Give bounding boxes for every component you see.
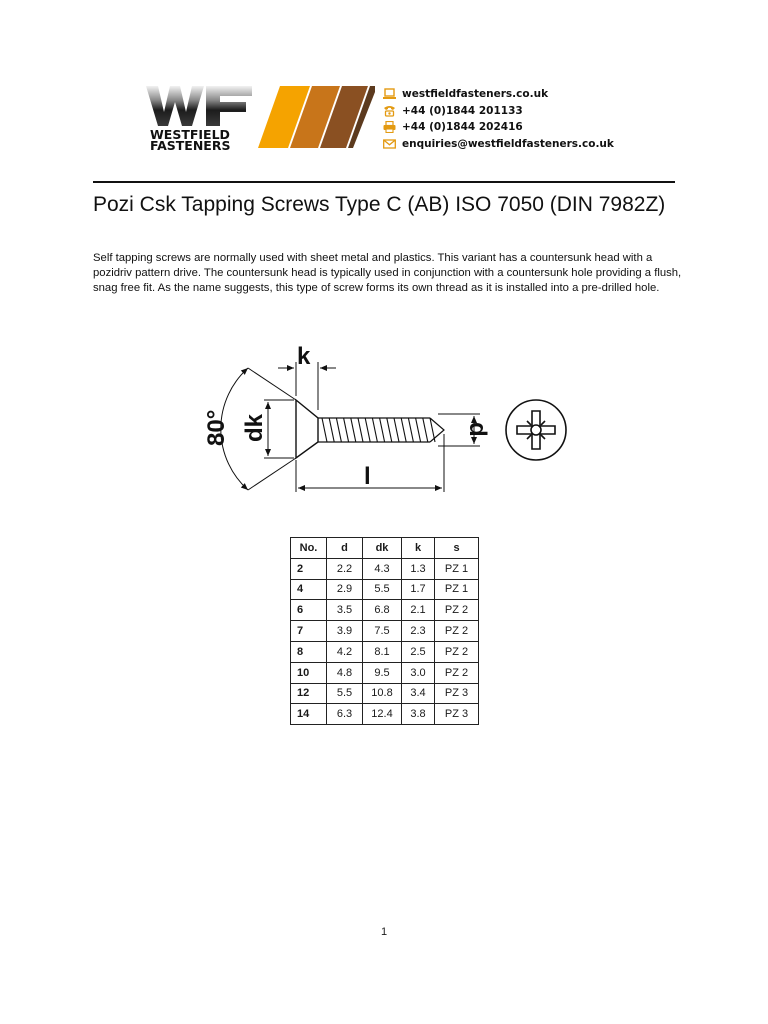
cell-d: 5.5 [327,683,363,704]
cell-dk: 5.5 [363,579,402,600]
envelope-icon [383,138,396,150]
cell-k: 1.3 [402,558,435,579]
l-label: l [364,463,371,490]
page-number: 1 [380,926,388,938]
cell-no: 12 [291,683,327,704]
cell-s: PZ 2 [435,600,479,621]
contact-email[interactable] [383,136,653,153]
d-label: d [464,422,491,437]
contact-email-text: enquiries@westfieldfasteners.co.uk [402,137,614,150]
page-title: Pozi Csk Tapping Screws Type C (AB) ISO 7050 (DIN 7982Z) [93,193,666,216]
cell-dk: 7.5 [363,621,402,642]
header-divider [93,181,675,183]
cell-no: 2 [291,558,327,579]
table-row [291,558,479,579]
table-row [291,662,479,683]
cell-d: 6.3 [327,704,363,725]
cell-dk: 12.4 [363,704,402,725]
cell-s: PZ 3 [435,683,479,704]
table-row [291,704,479,725]
fax-icon [383,121,396,133]
contact-fax[interactable] [383,119,653,136]
cell-s: PZ 2 [435,641,479,662]
cell-k: 1.7 [402,579,435,600]
dimensions-table [290,537,479,725]
contact-list [383,86,653,152]
westfield-fasteners-logo [140,82,375,152]
contact-website[interactable] [383,86,653,103]
table-row [291,600,479,621]
cell-d: 3.9 [327,621,363,642]
cell-s: PZ 2 [435,662,479,683]
phone-icon [383,105,396,117]
logo-text-line2: FASTENERS [150,138,231,152]
cell-s: PZ 2 [435,621,479,642]
dk-label: dk [241,413,268,442]
cell-dk: 6.8 [363,600,402,621]
header-d: d [327,538,363,559]
cell-d: 4.8 [327,662,363,683]
page-header [140,82,660,154]
contact-phone-text: +44 (0)1844 201133 [402,104,523,117]
laptop-icon [383,88,396,100]
cell-no: 7 [291,621,327,642]
screw-head [296,400,318,458]
cell-no: 10 [291,662,327,683]
cell-s: PZ 3 [435,704,479,725]
cell-no: 8 [291,641,327,662]
cell-k: 2.3 [402,621,435,642]
cell-d: 3.5 [327,600,363,621]
angle-label: 80° [203,409,230,446]
product-description: Self tapping screws are normally used with sheet metal and plastics. This variant has a countersunk head with a pozidriv pattern drive. The countersunk head is typically used in conjunction with a countersunk hole providing a flush, snag free fit. As the name suggests, this type of screw forms its own thread as it is installed into a pre-drilled hole. [93,252,682,294]
header-no: No. [291,538,327,559]
table-header-row [291,538,479,559]
k-label: k [297,343,311,370]
pozidriv-head-view [506,400,566,460]
cell-k: 2.5 [402,641,435,662]
cell-no: 14 [291,704,327,725]
screw-technical-drawing [198,338,568,498]
screw-thread [322,418,435,442]
cell-s: PZ 1 [435,579,479,600]
cell-dk: 10.8 [363,683,402,704]
contact-website-text: westfieldfasteners.co.uk [402,88,549,101]
cell-no: 4 [291,579,327,600]
cell-k: 2.1 [402,600,435,621]
cell-d: 4.2 [327,641,363,662]
contact-fax-text: +44 (0)1844 202416 [402,121,523,134]
cell-dk: 9.5 [363,662,402,683]
header-dk: dk [363,538,402,559]
table-row [291,641,479,662]
cell-d: 2.9 [327,579,363,600]
cell-d: 2.2 [327,558,363,579]
cell-k: 3.8 [402,704,435,725]
cell-dk: 4.3 [363,558,402,579]
cell-k: 3.0 [402,662,435,683]
table-row [291,683,479,704]
cell-no: 6 [291,600,327,621]
table-row [291,621,479,642]
logo-text-line1: WESTFIELD [150,127,230,142]
cell-k: 3.4 [402,683,435,704]
table-row [291,579,479,600]
header-s: s [435,538,479,559]
cell-s: PZ 1 [435,558,479,579]
header-k: k [402,538,435,559]
cell-dk: 8.1 [363,641,402,662]
contact-phone[interactable] [383,103,653,120]
